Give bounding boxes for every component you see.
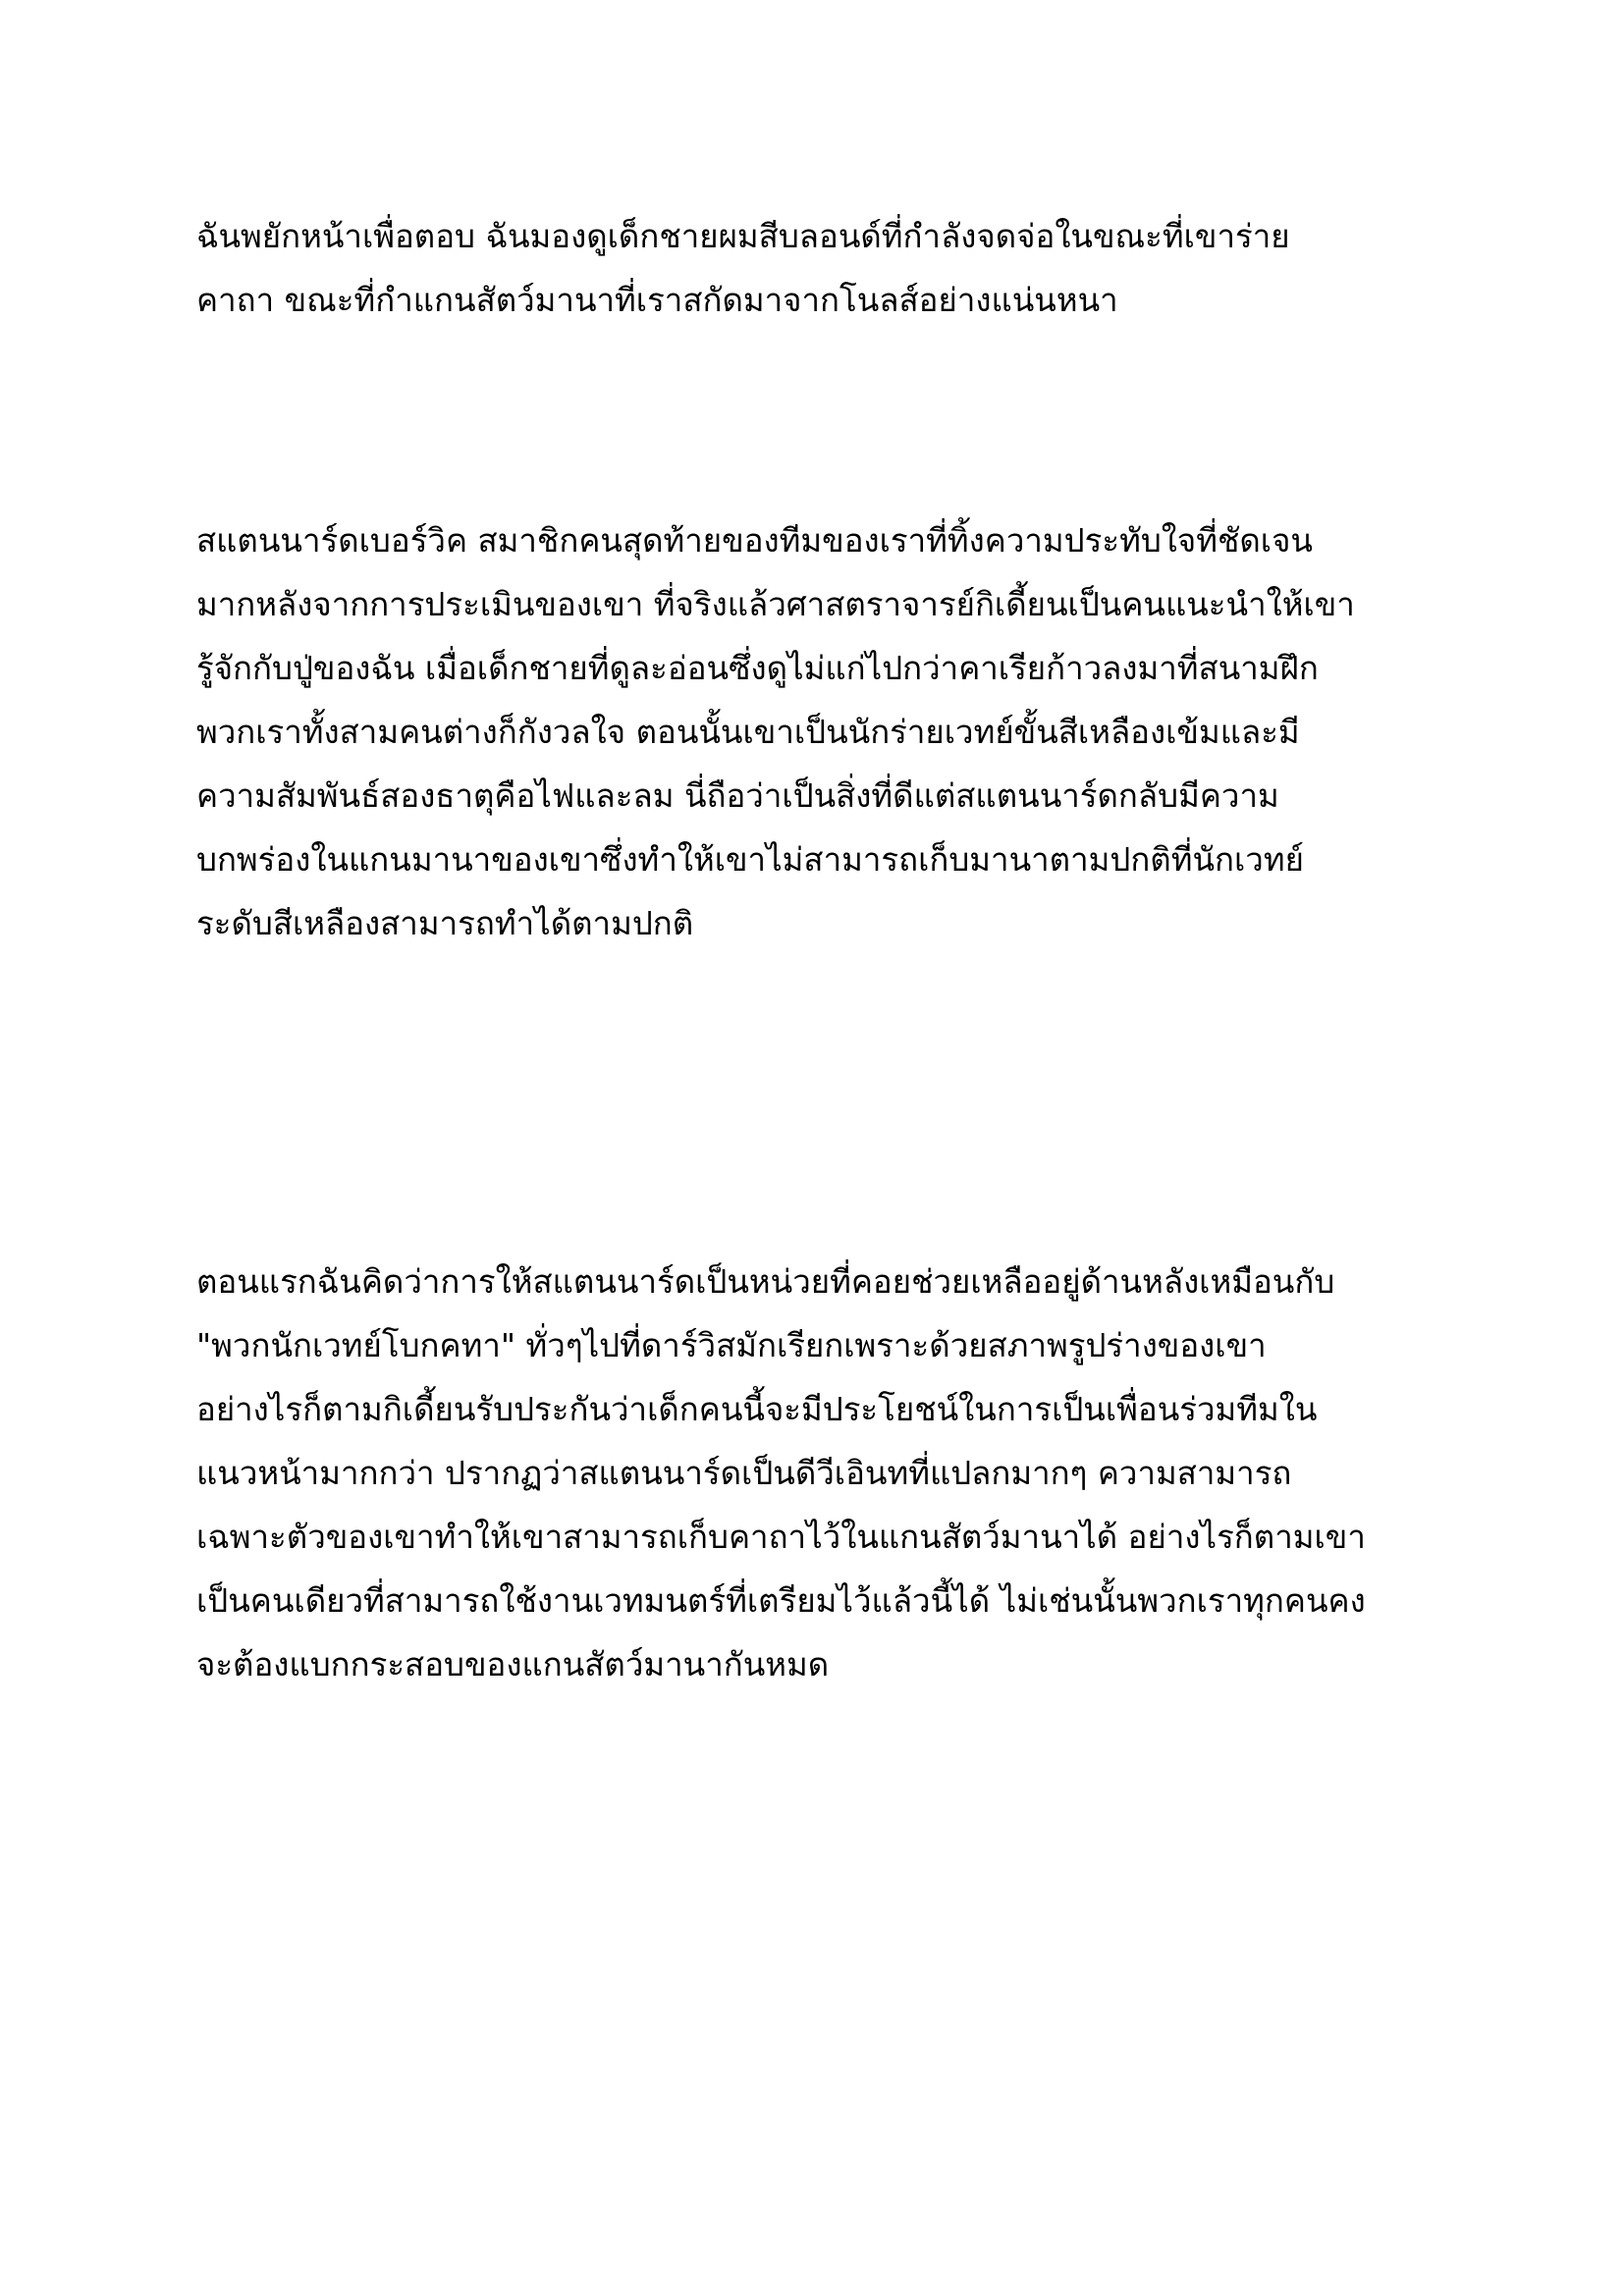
text-line: เฉพาะตัวของเขาทำให้เขาสามารถเก็บคาถาไว้ในแกนสัตว์มานาได้ อย่างไรก็ตามเขา — [196, 1518, 1366, 1556]
text-line: เป็นคนเดียวที่สามารถใช้งานเวทมนตร์ที่เตรียมไว้แล้วนี้ได้ ไม่เช่นนั้นพวกเราทุกคนคง — [196, 1581, 1366, 1620]
text-line: พวกเราทั้งสามคนต่างก็กังวลใจ ตอนนั้นเขาเป็นนักร่ายเวทย์ขั้นสีเหลืองเข้มและมี — [196, 713, 1300, 751]
text-line: "พวกนักเวทย์โบกคทา" ทั่วๆไปที่ดาร์วิสมักเรียกเพราะด้วยสภาพรูปร่างของเขา — [196, 1326, 1267, 1364]
text-line: สแตนนาร์ดเบอร์วิค สมาชิกคนสุดท้ายของทีมของเราที่ทิ้งความประทับใจที่ชัดเจน — [196, 521, 1313, 560]
text-line: บกพร่องในแกนมานาของเขาซึ่งทำให้เขาไม่สามารถเก็บมานาตามปกติที่นักเวทย์ — [196, 840, 1304, 879]
text-line: คาถา ขณะที่กำแกนสัตว์มานาที่เราสกัดมาจากโนลส์อย่างแน่นหนา — [196, 281, 1118, 319]
text-line: ฉันพยักหน้าเพื่อตอบ ฉันมองดูเด็กชายผมสีบลอนด์ที่กำลังจดจ่อในขณะที่เขาร่าย — [196, 217, 1290, 255]
text-line: ตอนแรกฉันคิดว่าการให้สแตนนาร์ดเป็นหน่วยที่คอยช่วยเหลืออยู่ด้านหลังเหมือนกับ — [196, 1262, 1335, 1301]
text-line: รู้จักกับปู่ของฉัน เมื่อเด็กชายที่ดูละอ่อนซึ่งดูไม่แก่ไปกว่าคาเรียก้าวลงมาที่สนามฝึก — [196, 649, 1319, 687]
text-line: มากหลังจากการประเมินของเขา ที่จริงแล้วศาสตราจารย์กิเดี้ยนเป็นคนแนะนำให้เขา — [196, 585, 1355, 623]
paragraph-2 — [196, 508, 1473, 955]
text-line: จะต้องแบกกระสอบของแกนสัตว์มานากันหมด — [196, 1645, 830, 1683]
text-line: ระดับสีเหลืองสามารถทำได้ตามปกติ — [196, 904, 694, 942]
paragraph-3 — [196, 1250, 1473, 1696]
text-line: อย่างไรก็ตามกิเดี้ยนรับประกันว่าเด็กคนนี้จะมีประโยชน์ในการเป็นเพื่อนร่วมทีมใน — [196, 1390, 1318, 1428]
text-line: แนวหน้ามากกว่า ปรากฏว่าสแตนนาร์ดเป็นดีวีเอินทที่แปลกมากๆ ความสามารถ — [196, 1454, 1292, 1492]
paragraph-1 — [196, 204, 1473, 332]
text-line: ความสัมพันธ์สองธาตุคือไฟและลม นี่ถือว่าเป็นสิ่งที่ดีแต่สแตนนาร์ดกลับมีความ — [196, 776, 1279, 815]
